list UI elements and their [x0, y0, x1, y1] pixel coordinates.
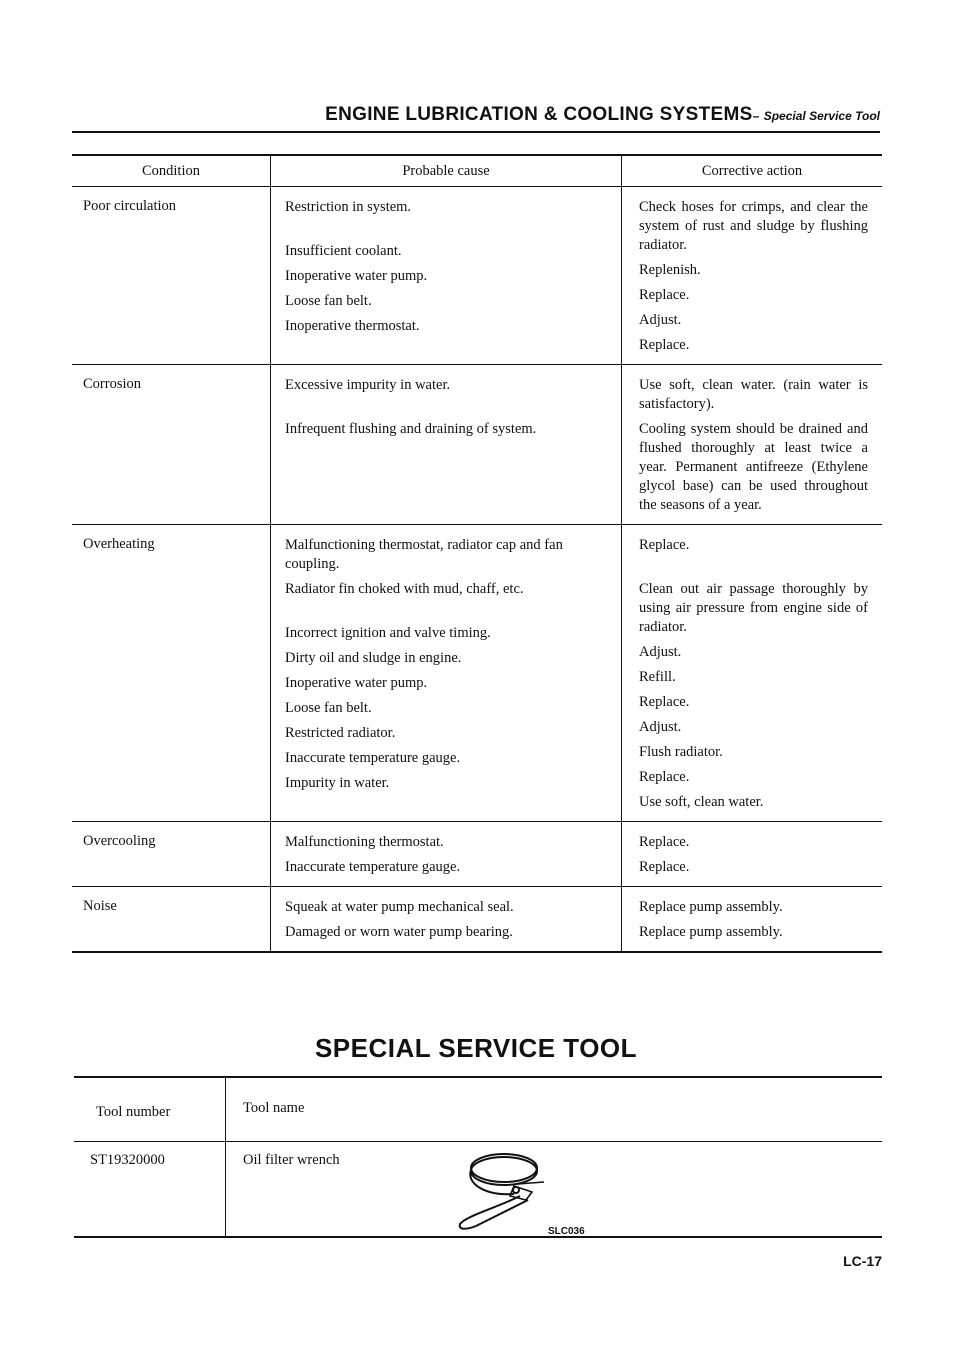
tool-table-header-row — [74, 1077, 882, 1142]
column-header-condition: Condition — [72, 155, 271, 187]
cause-text: Restriction in system. — [285, 199, 412, 215]
action-text: Adjust. — [639, 644, 682, 660]
column-header-tool-name — [226, 1077, 883, 1142]
cause-text: Impurity in water. — [285, 775, 390, 791]
cause-text: Loose fan belt. — [285, 293, 372, 309]
cause-text: Damaged or worn water pump bearing. — [285, 924, 513, 940]
cause-text: Restricted radiator. — [285, 725, 396, 741]
cause-text: Infrequent flushing and draining of system. — [285, 421, 537, 437]
condition-cell: Overheating — [72, 525, 271, 822]
tool-name-cell — [226, 1142, 883, 1238]
header-separator: – — [752, 109, 760, 123]
cause-text: Inoperative thermostat. — [285, 318, 420, 334]
action-text: Replace. — [639, 337, 690, 353]
action-text: Adjust. — [639, 719, 682, 735]
cause-cell — [271, 887, 622, 953]
section-title: SPECIAL SERVICE TOOL — [314, 1033, 638, 1063]
table-row — [74, 1142, 882, 1238]
column-header-corrective-action: Corrective action — [622, 155, 883, 187]
header-rule — [72, 131, 880, 133]
troubleshooting-table — [72, 154, 882, 953]
tool-number-header: Tool number — [96, 1104, 171, 1120]
page-header — [72, 104, 880, 126]
cause-text: Inaccurate temperature gauge. — [285, 859, 461, 875]
cause-text: Insufficient coolant. — [285, 243, 402, 259]
table-row — [72, 887, 882, 953]
action-text: Cooling system should be drained and flushed thoroughly at least twice a year. Permanent antifreeze (Ethylene glycol base) can be used throughout the seasons of a year. — [639, 421, 868, 513]
cause-cell — [271, 525, 622, 822]
action-cell — [622, 525, 883, 822]
header-title: ENGINE LUBRICATION & COOLING SYSTEMS — [325, 104, 753, 125]
column-header-probable-cause: Probable cause — [271, 155, 622, 187]
cause-text: Inoperative water pump. — [285, 268, 428, 284]
table-header-row — [72, 155, 882, 187]
action-text: Replenish. — [639, 262, 701, 278]
action-text: Use soft, clean water. (rain water is satisfactory). — [639, 377, 868, 412]
action-text: Adjust. — [639, 312, 682, 328]
tool-number: ST19320000 — [90, 1152, 165, 1168]
cause-text: Incorrect ignition and valve timing. — [285, 625, 491, 641]
action-text: Replace pump assembly. — [639, 924, 783, 940]
condition-cell: Noise — [72, 887, 271, 953]
condition-cell: Overcooling — [72, 822, 271, 887]
cause-text: Inoperative water pump. — [285, 675, 428, 691]
action-text: Flush radiator. — [639, 744, 723, 760]
special-service-tool-table — [74, 1076, 882, 1238]
cause-cell — [271, 187, 622, 365]
header-subtitle: Special Service Tool — [763, 109, 880, 123]
cause-text: Excessive impurity in water. — [285, 377, 451, 393]
action-text: Replace. — [639, 287, 690, 303]
action-text: Replace pump assembly. — [639, 899, 783, 915]
action-text: Replace. — [639, 834, 690, 850]
action-text: Refill. — [639, 669, 676, 685]
condition-cell: Corrosion — [72, 365, 271, 525]
oil-filter-wrench-illustration — [456, 1144, 626, 1236]
action-cell — [622, 822, 883, 887]
column-header-tool-number — [74, 1077, 226, 1142]
tool-name-header: Tool name — [243, 1100, 305, 1116]
action-text: Replace. — [639, 859, 690, 875]
action-text: Check hoses for crimps, and clear the system of rust and sludge by flushing radiator. — [639, 199, 868, 253]
table-row — [72, 822, 882, 887]
tool-name: Oil filter wrench — [243, 1152, 340, 1168]
action-cell — [622, 887, 883, 953]
cause-text: Inaccurate temperature gauge. — [285, 750, 461, 766]
figure-code: SLC036 — [548, 1226, 585, 1236]
action-cell — [622, 365, 883, 525]
cause-text: Malfunctioning thermostat. — [285, 834, 444, 850]
action-text: Replace. — [639, 694, 690, 710]
action-text: Replace. — [639, 537, 690, 553]
cause-text: Squeak at water pump mechanical seal. — [285, 899, 514, 915]
table-row — [72, 525, 882, 822]
cause-text: Loose fan belt. — [285, 700, 372, 716]
condition-cell: Poor circulation — [72, 187, 271, 365]
action-text: Replace. — [639, 769, 690, 785]
cause-text: Malfunctioning thermostat, radiator cap and fan coupling. — [285, 537, 563, 572]
cause-cell — [271, 365, 622, 525]
action-cell — [622, 187, 883, 365]
cause-text: Dirty oil and sludge in engine. — [285, 650, 462, 666]
tool-number-cell — [74, 1142, 226, 1238]
page-number: LC-17 — [843, 1253, 882, 1269]
cause-cell — [271, 822, 622, 887]
table-row — [72, 365, 882, 525]
table-row — [72, 187, 882, 365]
action-text: Clean out air passage thoroughly by using air pressure from engine side of radiator. — [639, 581, 868, 635]
cause-text: Radiator fin choked with mud, chaff, etc. — [285, 581, 524, 597]
action-text: Use soft, clean water. — [639, 794, 764, 810]
